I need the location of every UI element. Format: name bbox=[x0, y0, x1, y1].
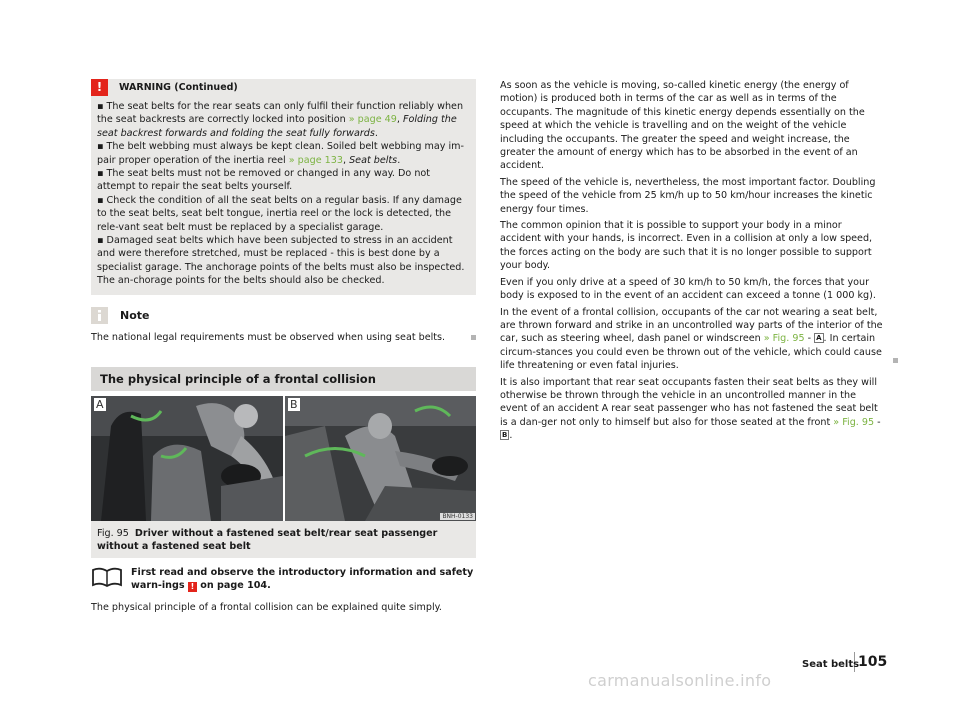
paragraph: The common opinion that it is possible to support your body in a minor accident with your hands, is incorrect. Even in a collision at only a low speed, the forces acting on the body are such that it is no longer possible to support your body. bbox=[500, 220, 873, 272]
left-column bbox=[91, 79, 476, 614]
figure-panel-a bbox=[91, 396, 283, 521]
note-text: The national legal requirements must be observed when using seat belts. bbox=[91, 331, 476, 344]
page-link[interactable]: » page 49 bbox=[348, 114, 397, 126]
warning-box bbox=[91, 79, 476, 295]
footer-section-title: Seat belts bbox=[802, 659, 860, 670]
warning-icon: ! bbox=[91, 79, 108, 96]
warning-item: ▪ The seat belts must not be removed or changed in any way. Do not attempt to repair the seat belts yourself. bbox=[97, 168, 431, 193]
warning-item: ▪ The belt webbing must always be kept clean. Soiled belt webbing may im-pair proper operation of the inertia reel » page 133, Seat belts. bbox=[97, 141, 464, 166]
page-number: 105 bbox=[858, 654, 888, 670]
figure-95 bbox=[91, 396, 476, 521]
caption-text: Driver without a fastened seat belt/rear seat passenger without a fastened seat belt bbox=[97, 527, 438, 552]
panel-label-a: A bbox=[96, 397, 104, 411]
paragraph: As soon as the vehicle is moving, so-called kinetic energy (the energy of motion) is produced both in terms of the car as well as in terms of the occupants. The magnitude of this kinetic energy depends essentially on the speed at which the vehicle is travelling and on the weight of the vehicle including the occupants. The greater the speed and weight increase, the greater the amount of energy which has to be absorbed in the event of an accident. bbox=[500, 80, 865, 172]
paragraph: Even if you only drive at a speed of 30 km/h to 50 km/h, the forces that your body is exposed to in the event of an accident can exceed a tonne (1 000 kg). bbox=[500, 276, 876, 302]
section-title: The physical principle of a frontal collision bbox=[91, 367, 476, 391]
figure-panel-ref: A bbox=[816, 334, 822, 343]
section-end-marker bbox=[471, 335, 476, 340]
figure-link[interactable]: » Fig. 95 bbox=[833, 416, 875, 428]
warning-header bbox=[91, 79, 476, 96]
watermark: carmanualsonline.info bbox=[588, 671, 772, 690]
figure-panel-b bbox=[285, 396, 476, 521]
warning-item: ▪ Check the condition of all the seat belts on a regular basis. If any damage to the seat belts, seat belt tongue, inertia reel or the lock is detected, the rele-vant seat belt must be replaced by a specialist garage. bbox=[97, 194, 462, 233]
info-icon bbox=[91, 307, 108, 324]
caption-number: Fig. 95 bbox=[97, 527, 129, 539]
warning-title: WARNING (Continued) bbox=[119, 82, 238, 93]
figure-panel-ref: B bbox=[502, 431, 508, 440]
figure-caption bbox=[91, 521, 476, 558]
warning-body bbox=[91, 96, 476, 288]
section-end-marker bbox=[893, 358, 898, 363]
page-link[interactable]: » page 133 bbox=[288, 154, 343, 166]
figure-link[interactable]: » Fig. 95 bbox=[763, 333, 805, 345]
book-icon bbox=[91, 566, 123, 588]
panel-label-b: B bbox=[290, 397, 298, 411]
note-header bbox=[91, 306, 476, 325]
paragraph: It is also important that rear seat occupants fasten their seat belts as they will otherwise be thrown through the vehicle in an uncontrolled manner in the event of an accident A rear seat passenger who has not fastened the seat belt is a dan-ger not only to himself but also for those seated at the front » Fig. 95 - B . bbox=[500, 376, 881, 442]
warning-icon: ! bbox=[188, 582, 197, 592]
closing-paragraph: The physical principle of a frontal collision can be explained quite simply. bbox=[91, 601, 442, 613]
intro-block bbox=[91, 566, 476, 592]
note-title: Note bbox=[120, 308, 150, 322]
warning-item: ▪ Damaged seat belts which have been subjected to stress in an accident and were therefore stretched, must be replaced - this is best done by a specialist garage. The anchorage points of the belts must also be inspected. The an-chorage points for the belts should also be checked. bbox=[97, 235, 465, 287]
paragraph: In the event of a frontal collision, occupants of the car not wearing a seat belt, are thrown forward and strike in an uncontrolled way parts of the interior of the car, such as steering wheel, dash panel or windscreen » Fig. 95 - A . In certain circum-stances you could even be thrown out of the vehicle, which could cause life threatening or even fatal injuries. bbox=[500, 306, 883, 372]
intro-text: First read and observe the introductory information and safety warn-ings ! on page 104. bbox=[131, 566, 474, 591]
figure-tag: BNH-0133 bbox=[442, 512, 473, 520]
right-column bbox=[500, 79, 885, 446]
paragraph: The speed of the vehicle is, nevertheless, the most important factor. Doubling the speed of the vehicle from 25 km/h up to 50 km/hour increases the kinetic energy four times. bbox=[500, 176, 876, 215]
warning-item: ▪ The seat belts for the rear seats can only fulfil their function reliably when the seat backrests are correctly locked into position » page 49, Folding the seat backrest forwards and folding the seat fully forwards. bbox=[97, 101, 464, 139]
